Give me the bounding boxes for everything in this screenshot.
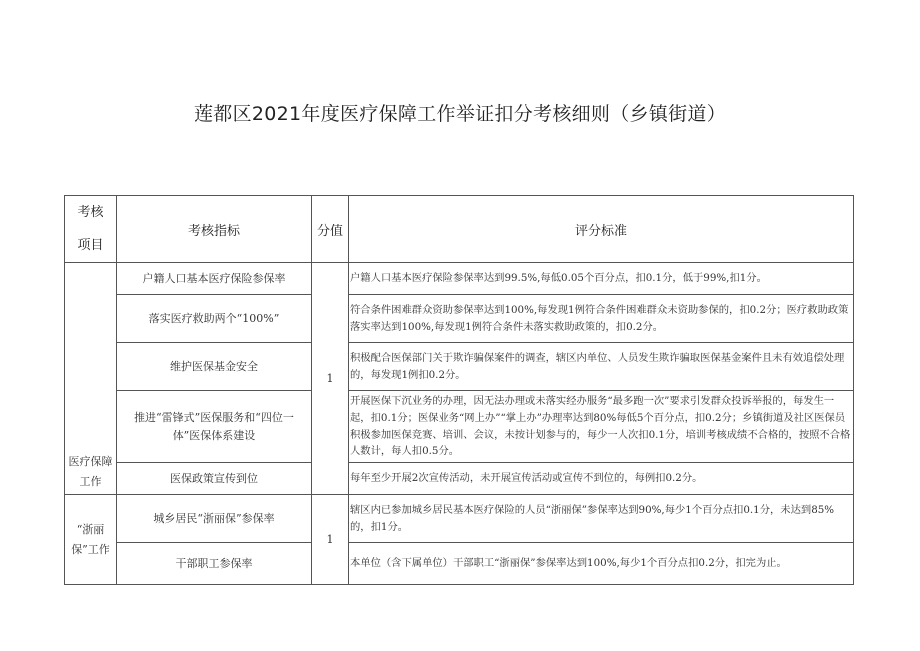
indicator-cell: 户籍人口基本医疗保险参保率 xyxy=(117,263,312,295)
criteria-cell: 开展医保下沉业务的办理，因无法办理或未落实经办服务“最多跑一次”要求引发群众投诉举报的，每发生一起，扣0.1分；医保业务“网上办”“掌上办”办理率达到80%每低5个百分点，扣0.2分；乡镇街道及社区医保员积极参加医保竞赛、培训、会议，未按计划参与的，每少一人次扣0.1分，培训考核成绩不合格的，按照不合格人数计，每人扣0.5分。 xyxy=(349,391,854,463)
category-line2: 工作 xyxy=(79,475,102,488)
indicator-cell: 推进“雷锋式”医保服务和“四位一体”医保体系建设 xyxy=(117,391,312,463)
category-line1: “浙丽 xyxy=(76,522,105,536)
table-row xyxy=(65,391,854,463)
assessment-table xyxy=(64,195,854,585)
criteria-cell: 符合条件困难群众资助参保率达到100%,每发现1例符合条件困难群众未资助参保的，扣0.2分；医疗救助政策落实率达到100%,每发现1例符合条件未落实救助政策的，扣0.2分。 xyxy=(349,295,854,343)
header-criteria: 评分标准 xyxy=(349,196,854,263)
table-header-row xyxy=(65,196,854,263)
score-cell: 1 xyxy=(312,263,349,495)
header-category-line1: 考核 xyxy=(77,205,104,220)
indicator-cell: 医保政策宣传到位 xyxy=(117,463,312,495)
page-title: 莲都区2021年度医疗保障工作举证扣分考核细则（乡镇街道） xyxy=(193,103,727,125)
header-score: 分值 xyxy=(312,196,349,263)
indicator-cell: 干部职工参保率 xyxy=(117,543,312,585)
table-row xyxy=(65,543,854,585)
criteria-cell: 每年至少开展2次宣传活动，未开展宣传活动或宣传不到位的，每例扣0.2分。 xyxy=(349,463,854,495)
table-row xyxy=(65,463,854,495)
criteria-cell: 积极配合医保部门关于欺诈骗保案件的调查，辖区内单位、人员发生欺诈骗取医保基金案件且未有效追偿处理的，每发现1例扣0.2分。 xyxy=(349,343,854,391)
indicator-cell: 维护医保基金安全 xyxy=(117,343,312,391)
criteria-cell: 辖区内已参加城乡居民基本医疗保险的人员“浙丽保”参保率达到90%,每少1个百分点扣0.1分，未达到85%的，扣1分。 xyxy=(349,495,854,543)
header-category-line2: 项目 xyxy=(77,238,104,253)
indicator-cell: 城乡居民“浙丽保”参保率 xyxy=(117,495,312,543)
header-indicator: 考核指标 xyxy=(117,196,312,263)
category-medical-security xyxy=(65,263,117,495)
table-row xyxy=(65,495,854,543)
category-line2: 保”工作 xyxy=(71,542,110,556)
table-row xyxy=(65,295,854,343)
header-category xyxy=(65,196,117,263)
score-cell: 1 xyxy=(312,495,349,585)
category-zheli-insurance xyxy=(65,495,117,585)
table-row xyxy=(65,343,854,391)
criteria-cell: 户籍人口基本医疗保险参保率达到99.5%,每低0.05个百分点，扣0.1分，低于99%,扣1分。 xyxy=(349,263,854,295)
category-line1: 医疗保障 xyxy=(68,455,113,468)
indicator-cell: 落实医疗救助两个“100%” xyxy=(117,295,312,343)
criteria-cell: 本单位（含下属单位）干部职工“浙丽保”参保率达到100%,每少1个百分点扣0.2分，扣完为止。 xyxy=(349,543,854,585)
table-row xyxy=(65,263,854,295)
